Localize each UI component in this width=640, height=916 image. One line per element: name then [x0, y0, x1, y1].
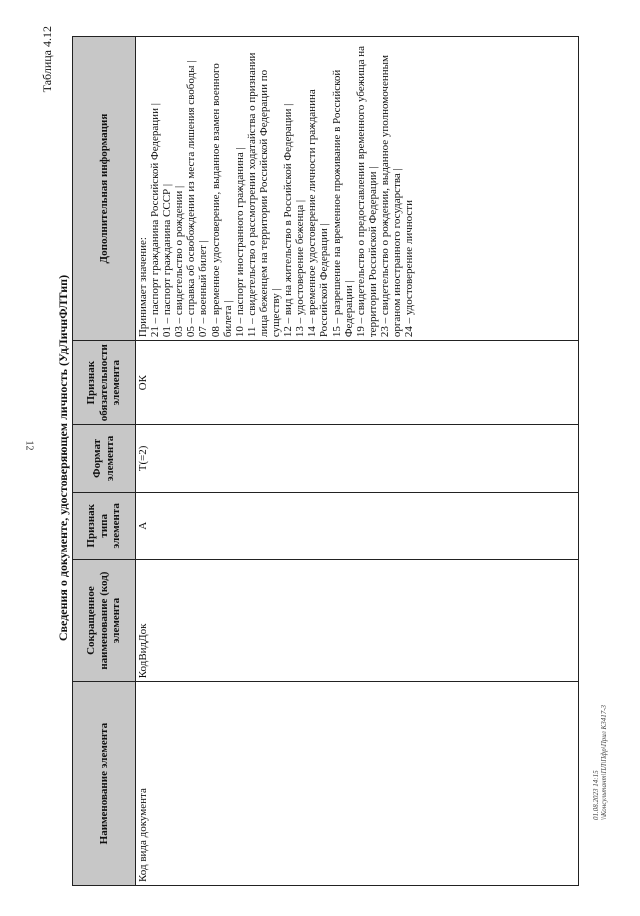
element-table: [72, 36, 579, 886]
info-line: 12 – вид на жительство в Российской Федерации |: [282, 103, 295, 338]
stamp-path: \\Консультант\ПЛ\Пфр\Прил К3417-3: [600, 704, 609, 820]
cell-type: А: [136, 492, 579, 559]
info-line: 11 – свидетельство о рассмотрении ходатайства о признании лица беженцем на территории Российской Федерации по существу |: [245, 52, 283, 338]
cell-code: КодВидДок: [136, 559, 579, 681]
header-row: [73, 37, 136, 886]
table-caption: Сведения о документе, удостоверяющем личность (УдЛичнФЛТип): [56, 274, 70, 642]
header-info: Дополнительная информация: [73, 37, 136, 341]
info-line: 19 – свидетельство о предоставлении временного убежища на территории Российской Федерации |: [354, 45, 379, 338]
info-line: 10 – паспорт иностранного гражданина |: [233, 147, 246, 338]
info-line: 23 – свидетельство о рождении, выданное уполномоченным органом иностранного государства |: [378, 55, 403, 338]
header-code: Сокращенное наименование (код) элемента: [73, 559, 136, 681]
stamp-date: 01.08.2023 14:15: [592, 770, 600, 820]
header-format: Формат элемента: [73, 425, 136, 492]
info-line: 24 – удостоверение личности: [403, 200, 416, 338]
header-name: Наименование элемента: [73, 682, 136, 886]
info-line: 07 – военный билет |: [197, 240, 210, 338]
info-line: 13 – удостоверение беженца |: [294, 199, 307, 338]
info-line: 05 – справка об освобождении из места лишения свободы |: [185, 60, 198, 338]
page-number: 12: [23, 440, 35, 451]
table-row: [136, 37, 579, 886]
table-label: Таблица 4.12: [40, 26, 54, 93]
info-line: 03 – свидетельство о рождении |: [173, 185, 186, 338]
rotated-page-content: [40, 20, 600, 896]
cell-format: Т(=2): [136, 425, 579, 492]
cell-required: ОК: [136, 341, 579, 425]
header-required: Признак обязательности элемента: [73, 341, 136, 425]
header-type: Признак типа элемента: [73, 492, 136, 559]
cell-info: [136, 37, 579, 341]
info-line: 15 – разрешение на временное проживание в Российской Федерации |: [330, 69, 355, 338]
info-line: 01 – паспорт гражданина СССР |: [161, 183, 174, 338]
info-line: Принимает значение:: [137, 237, 149, 338]
info-line: 08 – временное удостоверение, выданное взамен военного билета |: [209, 63, 234, 338]
info-line: 21 – паспорт гражданина Российской Федерации |: [149, 103, 162, 338]
cell-name: Код вида документа: [136, 682, 579, 886]
info-line: 14 – временное удостоверение личности гражданина Российской Федерации |: [306, 89, 331, 338]
